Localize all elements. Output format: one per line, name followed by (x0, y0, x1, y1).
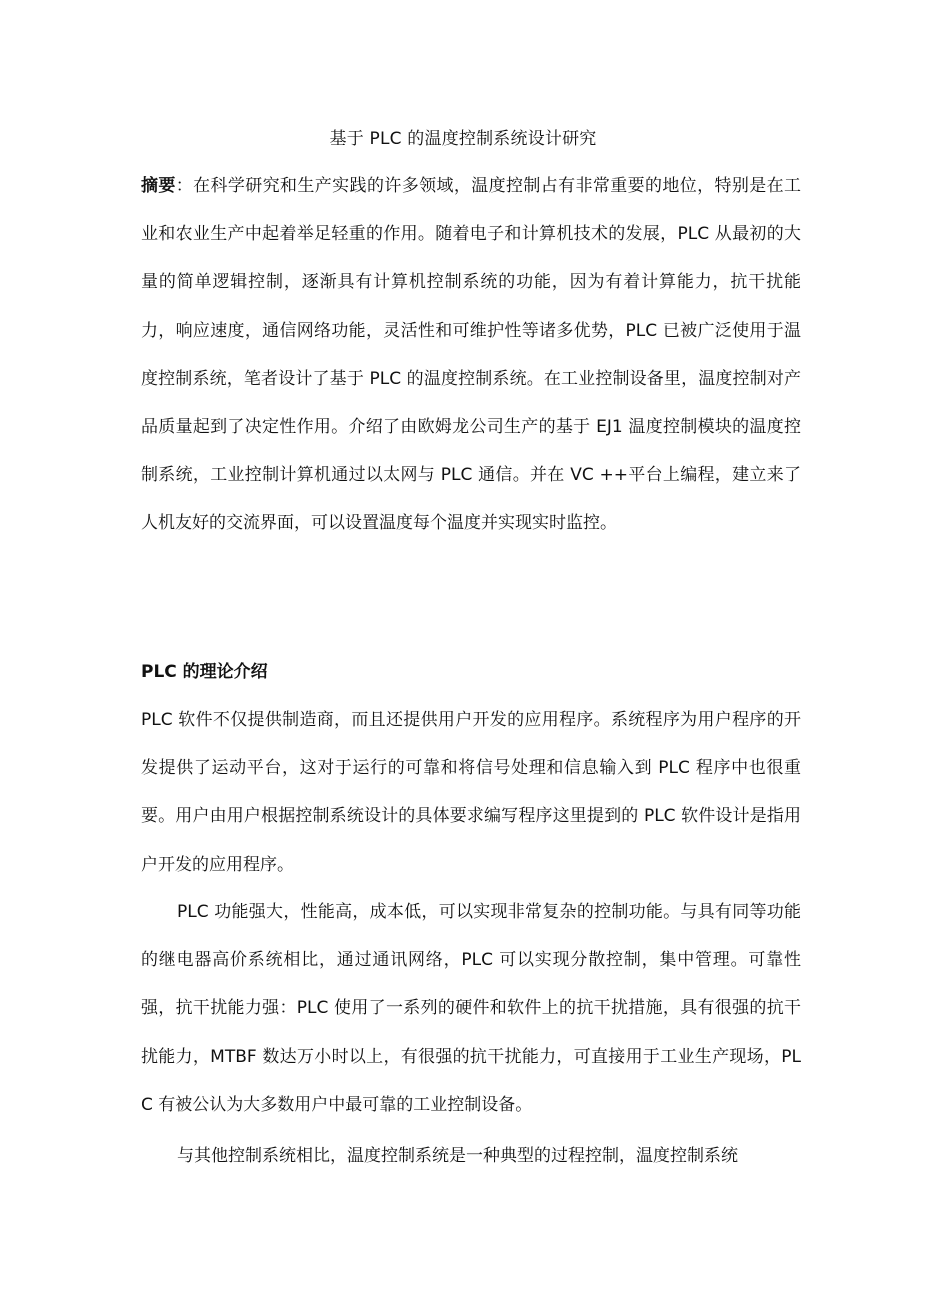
body-paragraph: PLC 软件不仅提供制造商，而且还提供用户开发的应用程序。系统程序为用户程序的开发提供了运动平台，这对于运行的可靠和将信号处理和信息输入到 PLC 程序中也很重要。用户由用户根据控制系统设计的具体要求编写程序这里提到的 PLC 软件设计是指用户开发的应用程序。 (141, 710, 801, 875)
abstract-separator: ： (175, 176, 194, 196)
abstract-label: 摘要 (141, 176, 176, 196)
abstract-text: 在科学研究和生产实践的许多领域，温度控制占有非常重要的地位，特别是在工业和农业生产中起着举足轻重的作用。随着电子和计算机技术的发展，PLC 从最初的大量的简单逻辑控制，逐渐具有计算机控制系统的功能，因为有着计算能力，抗干扰能力，响应速度，通信网络功能，灵活性和可维护性等诸多优势，PLC 已被广泛使用于温度控制系统，笔者设计了基于 PLC 的温度控制系统。在工业控制设备里，温度控制对产品质量起到了决定性作用。介绍了由欧姆龙公司生产的基于 EJ1 温度控制模块的温度控制系统，工业控制计算机通过以太网与 PLC 通信。并在 VC ++平台上编程，建立来了人机友好的交流界面，可以设置温度每个温度并实现实时监控。 (141, 176, 802, 534)
body-paragraph: 与其他控制系统相比，温度控制系统是一种典型的过程控制，温度控制系统 (177, 1146, 738, 1166)
document-title: 基于 PLC 的温度控制系统设计研究 (329, 129, 597, 149)
abstract-paragraph (141, 162, 801, 548)
body-paragraph: PLC 功能强大，性能高，成本低，可以实现非常复杂的控制功能。与具有同等功能的继电器高价系统相比，通过通讯网络，PLC 可以实现分散控制，集中管理。可靠性强，抗干扰能力强：PLC 使用了一系列的硬件和软件上的抗干扰措施，具有很强的抗干扰能力，MTBF 数达万小时以上，有很强的抗干扰能力，可直接用于工业生产现场，PLC 有被公认为大多数用户中最可靠的工业控制设备。 (141, 902, 801, 1115)
section-heading: PLC 的理论介绍 (141, 662, 268, 682)
